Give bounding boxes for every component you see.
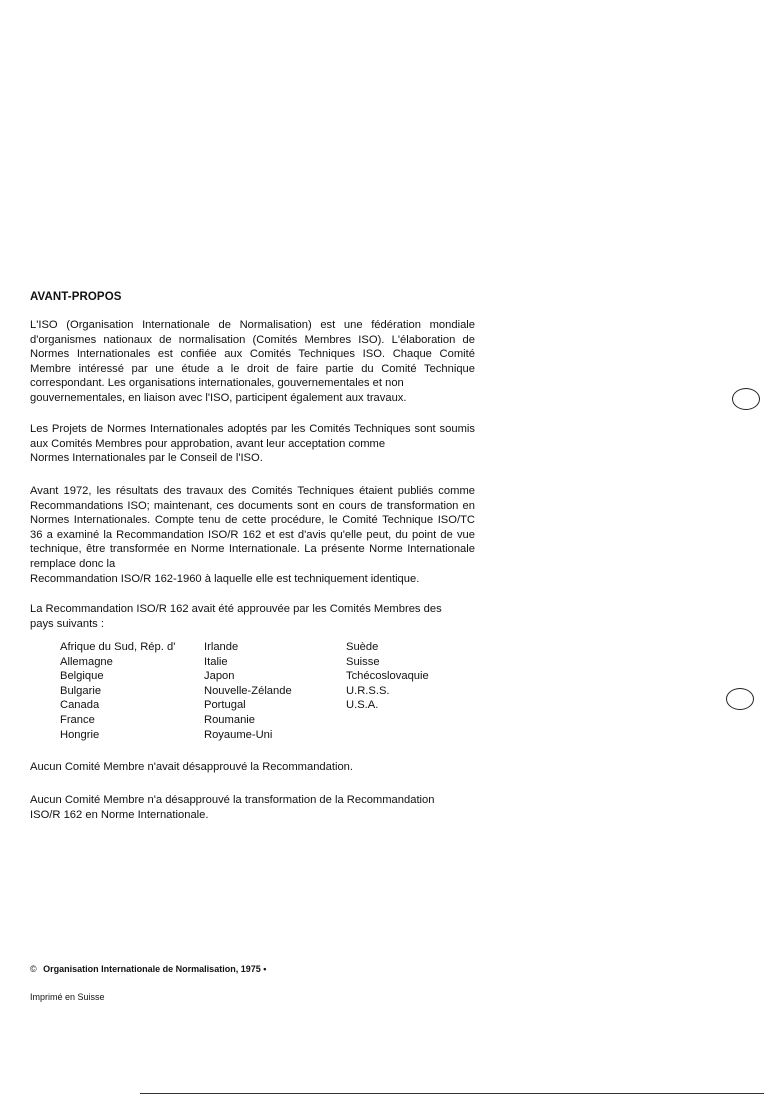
country-item: Hongrie xyxy=(60,728,100,741)
punch-hole-mark xyxy=(732,388,760,410)
copyright-line xyxy=(30,964,266,974)
country-column-2 xyxy=(204,640,292,742)
country-item: Royaume-Uni xyxy=(204,728,273,741)
country-item: Nouvelle-Zélande xyxy=(204,684,292,697)
country-item: Allemagne xyxy=(60,655,113,668)
paragraph-last-line: pays suivants : xyxy=(30,617,104,630)
country-item: Tchécoslovaquie xyxy=(346,670,429,683)
foreword-paragraph-5 xyxy=(30,760,475,775)
paragraph-last-line: gouvernementales, en liaison avec l'ISO, participent également aux travaux. xyxy=(30,391,407,404)
copyright-symbol: © xyxy=(30,964,37,974)
printed-in-note: Imprimé en Suisse xyxy=(30,992,105,1002)
paragraph-text: Les Projets de Normes Internationales adoptés par les Comités Techniques sont soumis aux Comités Membres pour approbation, avant leur acceptation comme xyxy=(30,423,475,450)
paragraph-text: L'ISO (Organisation Internationale de Normalisation) est une fédération mondiale d'organismes nationaux de normalisation (Comités Membres ISO). L'élaboration de Normes Internationales est confiée aux Comités Techniques ISO. Chaque Comité Membre intéressé par une étude a le droit de faire partie du Comité Technique correspondant. Les organisations internationales, gouvernementales et non xyxy=(30,319,475,390)
country-item: Belgique xyxy=(60,670,104,683)
country-item: Portugal xyxy=(204,699,246,712)
bullet-symbol: • xyxy=(263,964,267,974)
foreword-paragraph-1 xyxy=(30,318,475,406)
country-item: France xyxy=(60,713,95,726)
foreword-heading: AVANT-PROPOS xyxy=(30,291,122,303)
foreword-paragraph-2 xyxy=(30,422,475,466)
country-item: Suisse xyxy=(346,655,380,668)
country-column-3 xyxy=(346,640,429,713)
country-item: Roumanie xyxy=(204,713,255,726)
country-item: Canada xyxy=(60,699,100,712)
paragraph-text: La Recommandation ISO/R 162 avait été approuvée par les Comités Membres des xyxy=(30,603,442,615)
country-column-1 xyxy=(60,640,175,742)
country-item: Japon xyxy=(204,670,235,683)
paragraph-last-line: Normes Internationales par le Conseil de l'ISO. xyxy=(30,452,263,465)
paragraph-last-line: Aucun Comité Membre n'avait désapprouvé la Recommandation. xyxy=(30,761,354,773)
paragraph-last-line: ISO/R 162 en Norme Internationale. xyxy=(30,808,209,821)
bottom-rule xyxy=(140,1093,764,1094)
paragraph-text: Aucun Comité Membre n'a désapprouvé la transformation de la Recommandation xyxy=(30,794,435,806)
punch-hole-mark xyxy=(726,688,754,710)
country-item: U.R.S.S. xyxy=(346,684,390,697)
country-item: Irlande xyxy=(204,641,239,653)
paragraph-text: Avant 1972, les résultats des travaux des Comités Techniques étaient publiés comme Recommandations ISO; maintenant, ces documents sont en cours de transformation en Normes Internationales. Compte tenu de cette procédure, le Comité Technique ISO/TC 36 a examiné la Recommandation ISO/R 162 et est d'avis qu'elle peut, du point de vue technique, être transformée en Norme Internationale. La présente Norme Internationale remplace donc la xyxy=(30,485,475,570)
country-item: Italie xyxy=(204,655,228,668)
paragraph-last-line: Recommandation ISO/R 162-1960 à laquelle elle est techniquement identique. xyxy=(30,572,420,585)
foreword-paragraph-6 xyxy=(30,793,475,822)
country-item: U.S.A. xyxy=(346,699,379,712)
foreword-paragraph-4 xyxy=(30,602,475,631)
country-item: Afrique du Sud, Rép. d' xyxy=(60,641,176,653)
foreword-paragraph-3 xyxy=(30,484,475,586)
copyright-text: Organisation Internationale de Normalisation, 1975 xyxy=(43,964,261,974)
country-item: Bulgarie xyxy=(60,684,102,697)
country-item: Suède xyxy=(346,641,379,653)
